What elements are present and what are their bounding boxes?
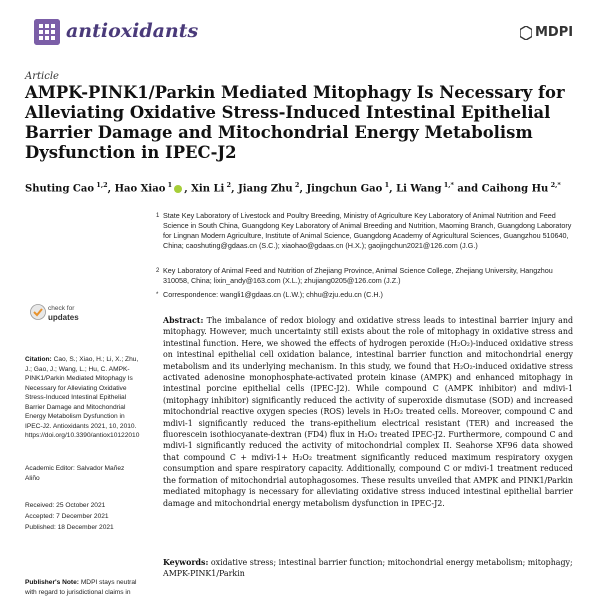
author-name[interactable]: Shuting Cao bbox=[25, 183, 95, 195]
journal-logo-icon bbox=[34, 19, 60, 45]
citation-label: Citation: bbox=[25, 356, 52, 363]
author-separator: , bbox=[389, 183, 397, 195]
author-affiliation-sup: 2 bbox=[292, 181, 300, 189]
article-type: Article bbox=[25, 71, 59, 82]
editor-name: Salvador Mañez Aliño bbox=[25, 465, 125, 482]
publisher-note-text: MDPI stays neutral with regard to jurisdictional claims in bbox=[25, 579, 137, 596]
keywords-text: oxidative stress; intestinal barrier function; mitochondrial energy metabolism; mitophagy; AMPK-PINK1/Parkin bbox=[163, 558, 573, 579]
affiliation-text: Correspondence: wangli1@gdaas.cn (L.W.); chhu@zju.edu.cn (C.H.) bbox=[163, 290, 383, 299]
affiliation-number: 2 bbox=[156, 268, 160, 274]
affiliation-text: Key Laboratory of Animal Feed and Nutrition of Zhejiang Province, Animal Science College, Zhejiang University, Hangzhou 310058, China; lixin_andy@163.com (X.L.); zhujiang0205@126.com (J.Z.) bbox=[163, 266, 553, 285]
correspondence bbox=[156, 290, 573, 300]
publisher-note-label: Publisher's Note: bbox=[25, 579, 79, 586]
date-published: Published: 18 December 2021 bbox=[25, 524, 114, 531]
author-name[interactable]: Jingchun Gao bbox=[306, 183, 383, 195]
abstract bbox=[163, 315, 573, 509]
affiliation-text: State Key Laboratory of Livestock and Poultry Breeding, Ministry of Agriculture Key Laboratory of Animal Nutrition and Feed Science in South China, Guangdong Key Laboratory of Animal Breeding and Nutrition, Maoming Branch, Guangdong Laboratory for Lingnan Modern Agriculture, Institute of Animal Science, Guangdong Academy of Agricultural Sciences, Guangzhou 510640, China; caoshuting@gdaas.cn (S.C.); xiaohao@gdaas.cn (H.X.); gaojingchun2021@126.com (J.G.) bbox=[163, 211, 572, 250]
author-affiliation-sup: 1,* bbox=[441, 181, 454, 189]
author-separator: and bbox=[453, 183, 482, 195]
author-separator: , bbox=[184, 183, 192, 195]
keywords bbox=[163, 557, 573, 580]
author-affiliation-sup: 1 bbox=[165, 181, 173, 189]
affiliation-1 bbox=[156, 211, 573, 251]
affiliation-number: 1 bbox=[156, 213, 160, 219]
author-name[interactable]: Xin Li bbox=[191, 183, 225, 195]
article-title: AMPK-PINK1/Parkin Mediated Mitophagy Is Necessary for Alleviating Oxidative Stress-Induced Intestinal Epithelial Barrier Damage and Mitochondrial Energy Metabolism Dysfunction in IPEC-J2 bbox=[25, 83, 565, 162]
affiliation-number: * bbox=[156, 292, 159, 298]
check-for-updates-icon[interactable] bbox=[30, 302, 90, 330]
author-affiliation-sup: 2,* bbox=[548, 181, 561, 189]
author-name[interactable]: Caihong Hu bbox=[481, 183, 549, 195]
editor-label: Academic Editor: bbox=[25, 465, 75, 472]
author-separator: , bbox=[107, 183, 115, 195]
author-name[interactable]: Jiang Zhu bbox=[238, 183, 293, 195]
author-name[interactable]: Li Wang bbox=[396, 183, 442, 195]
keywords-label: Keywords: bbox=[163, 558, 209, 567]
academic-editor bbox=[25, 464, 140, 483]
author-affiliation-sup: 1 bbox=[382, 181, 390, 189]
citation-block bbox=[25, 355, 140, 441]
date-received: Received: 25 October 2021 bbox=[25, 502, 106, 509]
author-affiliation-sup: 2 bbox=[224, 181, 232, 189]
author-name[interactable]: Hao Xiao bbox=[114, 183, 166, 195]
mdpi-logo-icon[interactable] bbox=[520, 26, 572, 46]
journal-name[interactable]: antioxidants bbox=[66, 20, 199, 42]
publisher-note bbox=[25, 578, 140, 597]
check-for-updates-line1: check for bbox=[48, 305, 75, 312]
citation-text[interactable]: Cao, S.; Xiao, H.; Li, X.; Zhu, J.; Gao, J.; Wang, L.; Hu, C. AMPK-PINK1/Parkin Mediated Mitophagy Is Necessary for Alleviating Oxidative Stress-Induced Intestinal Epithelial Barrier Damage and Mitochondrial Energy Metabolism Dysfunction in IPEC-J2. Antioxidants 2021, 10, 2010. https://doi.org/10.3390/antiox10122010 bbox=[25, 356, 140, 439]
affiliation-2 bbox=[156, 266, 573, 286]
abstract-text: The imbalance of redox biology and oxidative stress leads to intestinal barrier injury and mitophagy. However, much uncertainty still exists about the role of mitophagy in oxidative stress and intestinal function. Here, we showed the effects of hydrogen peroxide (H₂O₂)-induced oxidative stress on intestinal epithelial cell oxidation balance, intestinal barrier function and mitochondrial energy metabolism and its underlying mechanism. In this study, we found that H₂O₂-induced oxidative stress activated adenosine monophosphate-activated protein kinase (AMPK) and enhanced mitophagy in intestinal porcine epithelial cells (IPEC-J2). While compound C (AMPK inhibitor) and mdivi-1 (mitophagy inhibitor) significantly reduced the activity of superoxide dismutase (SOD) and increased mitochondrial reactive oxygen species (ROS) levels in H₂O₂ treated cells. Moreover, compound C and mdivi-1 significantly reduced the trans-epithelium electrical resistant (TER) and increased the fluorescein isothiocyanate-dextran (FD4) flux in H₂O₂ treated IPEC-J2. Furthermore, compound C and mdivi-1 significantly reduced the activity of mitochondrial complex II. Seahorse XF96 data showed that compound C + mdivi-1+ H₂O₂ treatment significantly reduced maximum respiratory oxygen consumption and spare respiratory capacity. Additionally, compound C or mdivi-1 treatment reduced the formation of mitochondrial autophagosomes. These results unveiled that AMPK and PINK1/Parkin mediated mitophagy is necessary for alleviating oxidative stress induced intestinal epithelial barrier damage and mitochondrial energy metabolism dysfunction in IPEC-J2. bbox=[163, 316, 573, 508]
check-for-updates-line2: updates bbox=[48, 313, 79, 322]
author-affiliation-sup: 1,2 bbox=[94, 181, 108, 189]
mdpi-text: MDPI bbox=[535, 25, 574, 40]
orcid-icon[interactable] bbox=[174, 185, 182, 193]
date-accepted: Accepted: 7 December 2021 bbox=[25, 513, 109, 520]
author-separator: , bbox=[299, 183, 307, 195]
author-separator: , bbox=[231, 183, 239, 195]
author-list bbox=[25, 181, 561, 194]
abstract-label: Abstract: bbox=[163, 316, 204, 325]
